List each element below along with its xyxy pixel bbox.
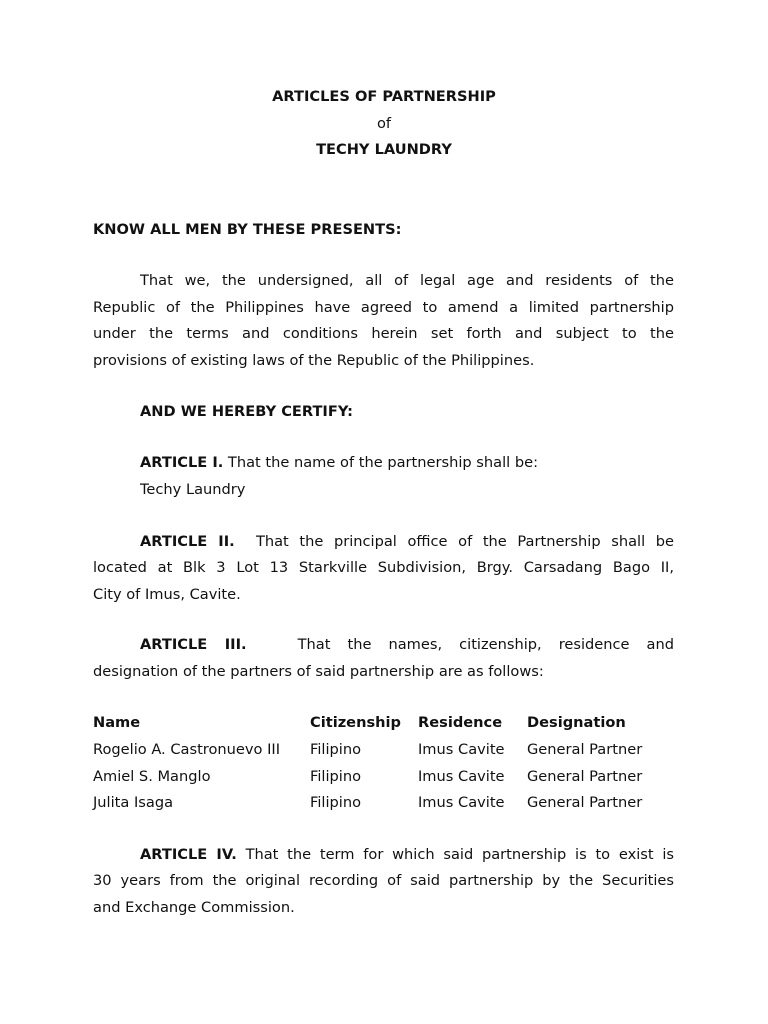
intro-line-3: under the terms and conditions herein set forth and subject to the (93, 325, 674, 342)
intro-line-2: Republic of the Philippines have agreed to amend a limited partnership (93, 299, 674, 316)
document-title: ARTICLES OF PARTNERSHIP (272, 88, 496, 105)
article-3-text: That the names, citizenship, residence and (246, 636, 674, 653)
title-connector: of (376, 115, 392, 132)
article-1-text: That the name of the partnership shall be: (223, 454, 538, 471)
article-2-label: ARTICLE II. (140, 533, 235, 550)
article-4-label: ARTICLE IV. (140, 846, 237, 863)
article-2-line-1 (140, 532, 674, 552)
header-citizenship: Citizenship (310, 714, 401, 731)
partner-residence: Imus Cavite (418, 741, 505, 758)
article-1-value: Techy Laundry (140, 481, 246, 498)
partner-name: Amiel S. Manglo (93, 768, 211, 785)
header-designation: Designation (527, 714, 626, 731)
article-3-line-2: designation of the partners of said partnership are as follows: (93, 663, 544, 680)
header-residence: Residence (418, 714, 503, 731)
article-3-label: ARTICLE III. (140, 636, 247, 653)
intro-line-1: That we, the undersigned, all of legal age and residents of the (140, 272, 674, 289)
article-2-text: That the principal office of the Partnership shall be (234, 533, 674, 550)
article-1 (140, 453, 538, 473)
intro-line-4: provisions of existing laws of the Republic of the Philippines. (93, 352, 535, 369)
partner-citizenship: Filipino (310, 794, 361, 811)
article-4-line-3: and Exchange Commission. (93, 899, 295, 916)
article-1-label: ARTICLE I. (140, 454, 224, 471)
partner-name: Julita Isaga (93, 794, 174, 811)
article-4-line-2: 30 years from the original recording of said partnership by the Securities (93, 872, 674, 889)
article-2-line-2: located at Blk 3 Lot 13 Starkville Subdivision, Brgy. Carsadang Bago II, (93, 559, 674, 576)
partner-residence: Imus Cavite (418, 794, 505, 811)
partnership-name-title: TECHY LAUNDRY (316, 141, 452, 158)
article-4-text: That the term for which said partnership is to exist is (236, 846, 674, 863)
partner-designation: General Partner (527, 794, 643, 811)
article-3-line-1 (140, 635, 674, 655)
certify-heading: AND WE HEREBY CERTIFY: (140, 403, 353, 420)
article-2-line-3: City of Imus, Cavite. (93, 586, 241, 603)
preamble-heading: KNOW ALL MEN BY THESE PRESENTS: (93, 221, 402, 238)
partner-designation: General Partner (527, 768, 643, 785)
partner-citizenship: Filipino (310, 741, 361, 758)
partner-designation: General Partner (527, 741, 643, 758)
partner-name: Rogelio A. Castronuevo III (93, 741, 280, 758)
partner-citizenship: Filipino (310, 768, 361, 785)
header-name: Name (93, 714, 141, 731)
article-4-line-1 (140, 845, 674, 865)
partner-residence: Imus Cavite (418, 768, 505, 785)
